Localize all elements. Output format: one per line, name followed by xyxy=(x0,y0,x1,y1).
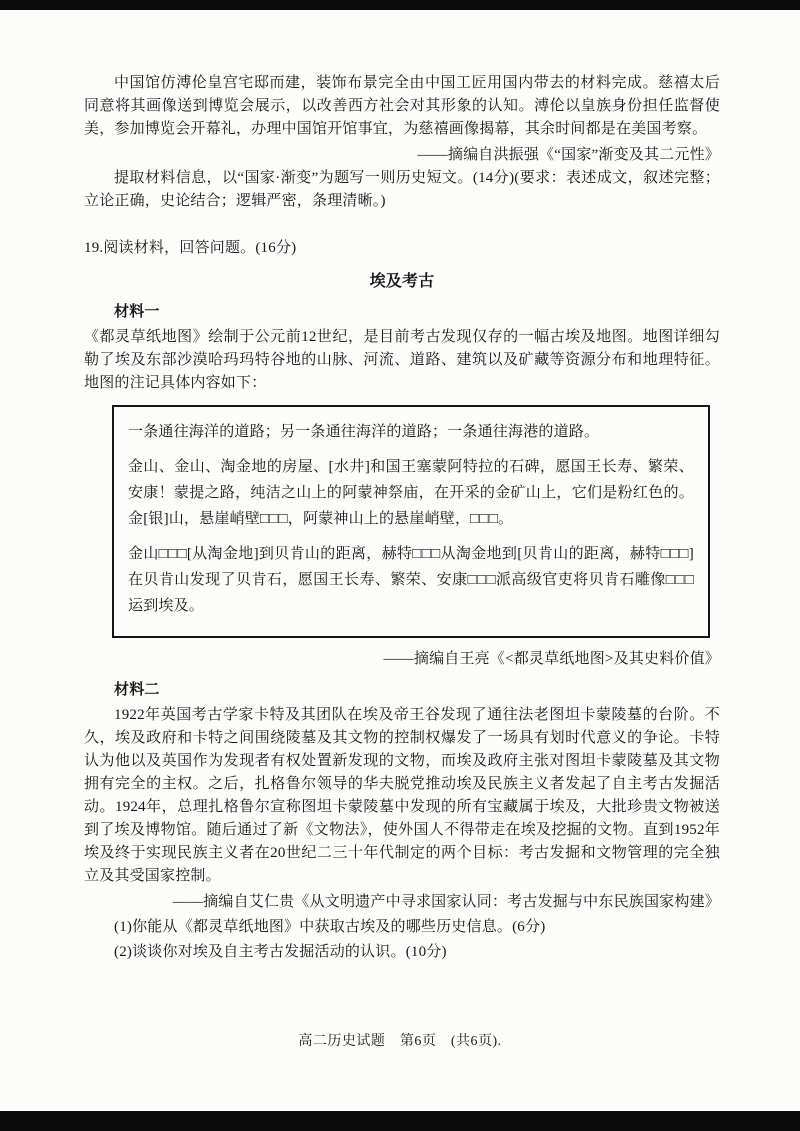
page-content xyxy=(84,72,720,964)
material2-label: 材料二 xyxy=(114,682,160,698)
material2-source-citation: ——摘编自艾仁贵《从文明遗产中寻求国家认同：考古发掘与中东民族国家构建》 xyxy=(172,894,720,910)
material1-source-citation: ——摘编自王亮《<都灵草纸地图>及其史料价值》 xyxy=(383,651,720,667)
page-footer: 高二历史试题 第6页 (共6页). xyxy=(298,1034,502,1049)
scan-artifact-bottom xyxy=(0,1111,800,1131)
q18-task-statement: 提取材料信息，以“国家·渐变”为题写一则历史短文。(14分)(要求：表述成文，叙述完整；立论正确，史论结合；逻辑严密，条理清晰。) xyxy=(84,170,720,209)
q19-header: 19.阅读材料，回答问题。(16分) xyxy=(84,240,297,256)
box-paragraph-1: 一条通往海洋的道路；另一条通往海洋的道路；一条通往海港的道路。 xyxy=(128,424,600,440)
q19-title: 埃及考古 xyxy=(369,273,435,290)
q18-material-paragraph: 中国馆仿溥伦皇宫宅邸而建，装饰布景完全由中国工匠用国内带去的材料完成。慈禧太后同意将其画像送到博览会展示，以改善西方社会对其形象的认知。溥伦以皇族身份担任监督使美，参加博览会开幕礼，办理中国馆开馆事宜，为慈禧画像揭幕，其余时间都是在美国考察。 xyxy=(84,75,720,137)
material1-label: 材料一 xyxy=(114,304,160,320)
box-paragraph-2: 金山、金山、淘金地的房屋、[水井]和国王塞蒙阿特拉的石碑，愿国王长寿、繁荣、安康！蒙提之路，纯洁之山上的阿蒙神祭庙，在开采的金矿山上，它们是粉红色的。金[银]山，悬崖峭壁□□□，阿蒙神山上的悬崖峭壁，□□□。 xyxy=(128,459,694,527)
box-paragraph-3: 金山□□□[从淘金地]到贝肯山的距离，赫特□□□从淘金地到[贝肯山的距离，赫特□□□]在贝肯山发现了贝肯石，愿国王长寿、繁荣、安康□□□派高级官吏将贝肯石雕像□□□运到埃及。 xyxy=(128,546,694,614)
sub-question-2: (2)谈谈你对埃及自主考古发掘活动的认识。(10分) xyxy=(114,944,447,960)
material2-paragraph: 1922年英国考古学家卡特及其团队在埃及帝王谷发现了通往法老图坦卡蒙陵墓的台阶。不久，埃及政府和卡特之间围绕陵墓及其文物的控制权爆发了一场具有划时代意义的争论。卡特认为他以及英国作为发现者有权处置新发现的文物，而埃及政府主张对图坦卡蒙陵墓及其文物拥有完全的主权。之后，扎格鲁尔领导的华夫脱党推动埃及民族主义者发起了自主考古发掘活动。1924年，总理扎格鲁尔宣称图坦卡蒙陵墓中发现的所有宝藏属于埃及，大批珍贵文物被送到了埃及博物馆。随后通过了新《文物法》，使外国人不得带走在埃及挖掘的文物。直到1952年埃及终于实现民族主义者在20世纪二三十年代制定的两个目标：考古发掘和文物管理的完全独立及其受国家控制。 xyxy=(84,707,720,884)
material1-intro: 《都灵草纸地图》绘制于公元前12世纪，是目前考古发现仅存的一幅古埃及地图。地图详细勾勒了埃及东部沙漠哈玛玛特谷地的山脉、河流、道路、建筑以及矿藏等资源分布和地理特征。地图的注记具体内容如下： xyxy=(84,329,720,391)
map-annotation-box xyxy=(112,405,710,638)
q18-source-citation: ——摘编自洪振强《“国家”渐变及其二元性》 xyxy=(417,147,720,163)
sub-question-1: (1)你能从《都灵草纸地图》中获取古埃及的哪些历史信息。(6分) xyxy=(114,919,546,935)
scan-artifact-top xyxy=(0,0,800,10)
